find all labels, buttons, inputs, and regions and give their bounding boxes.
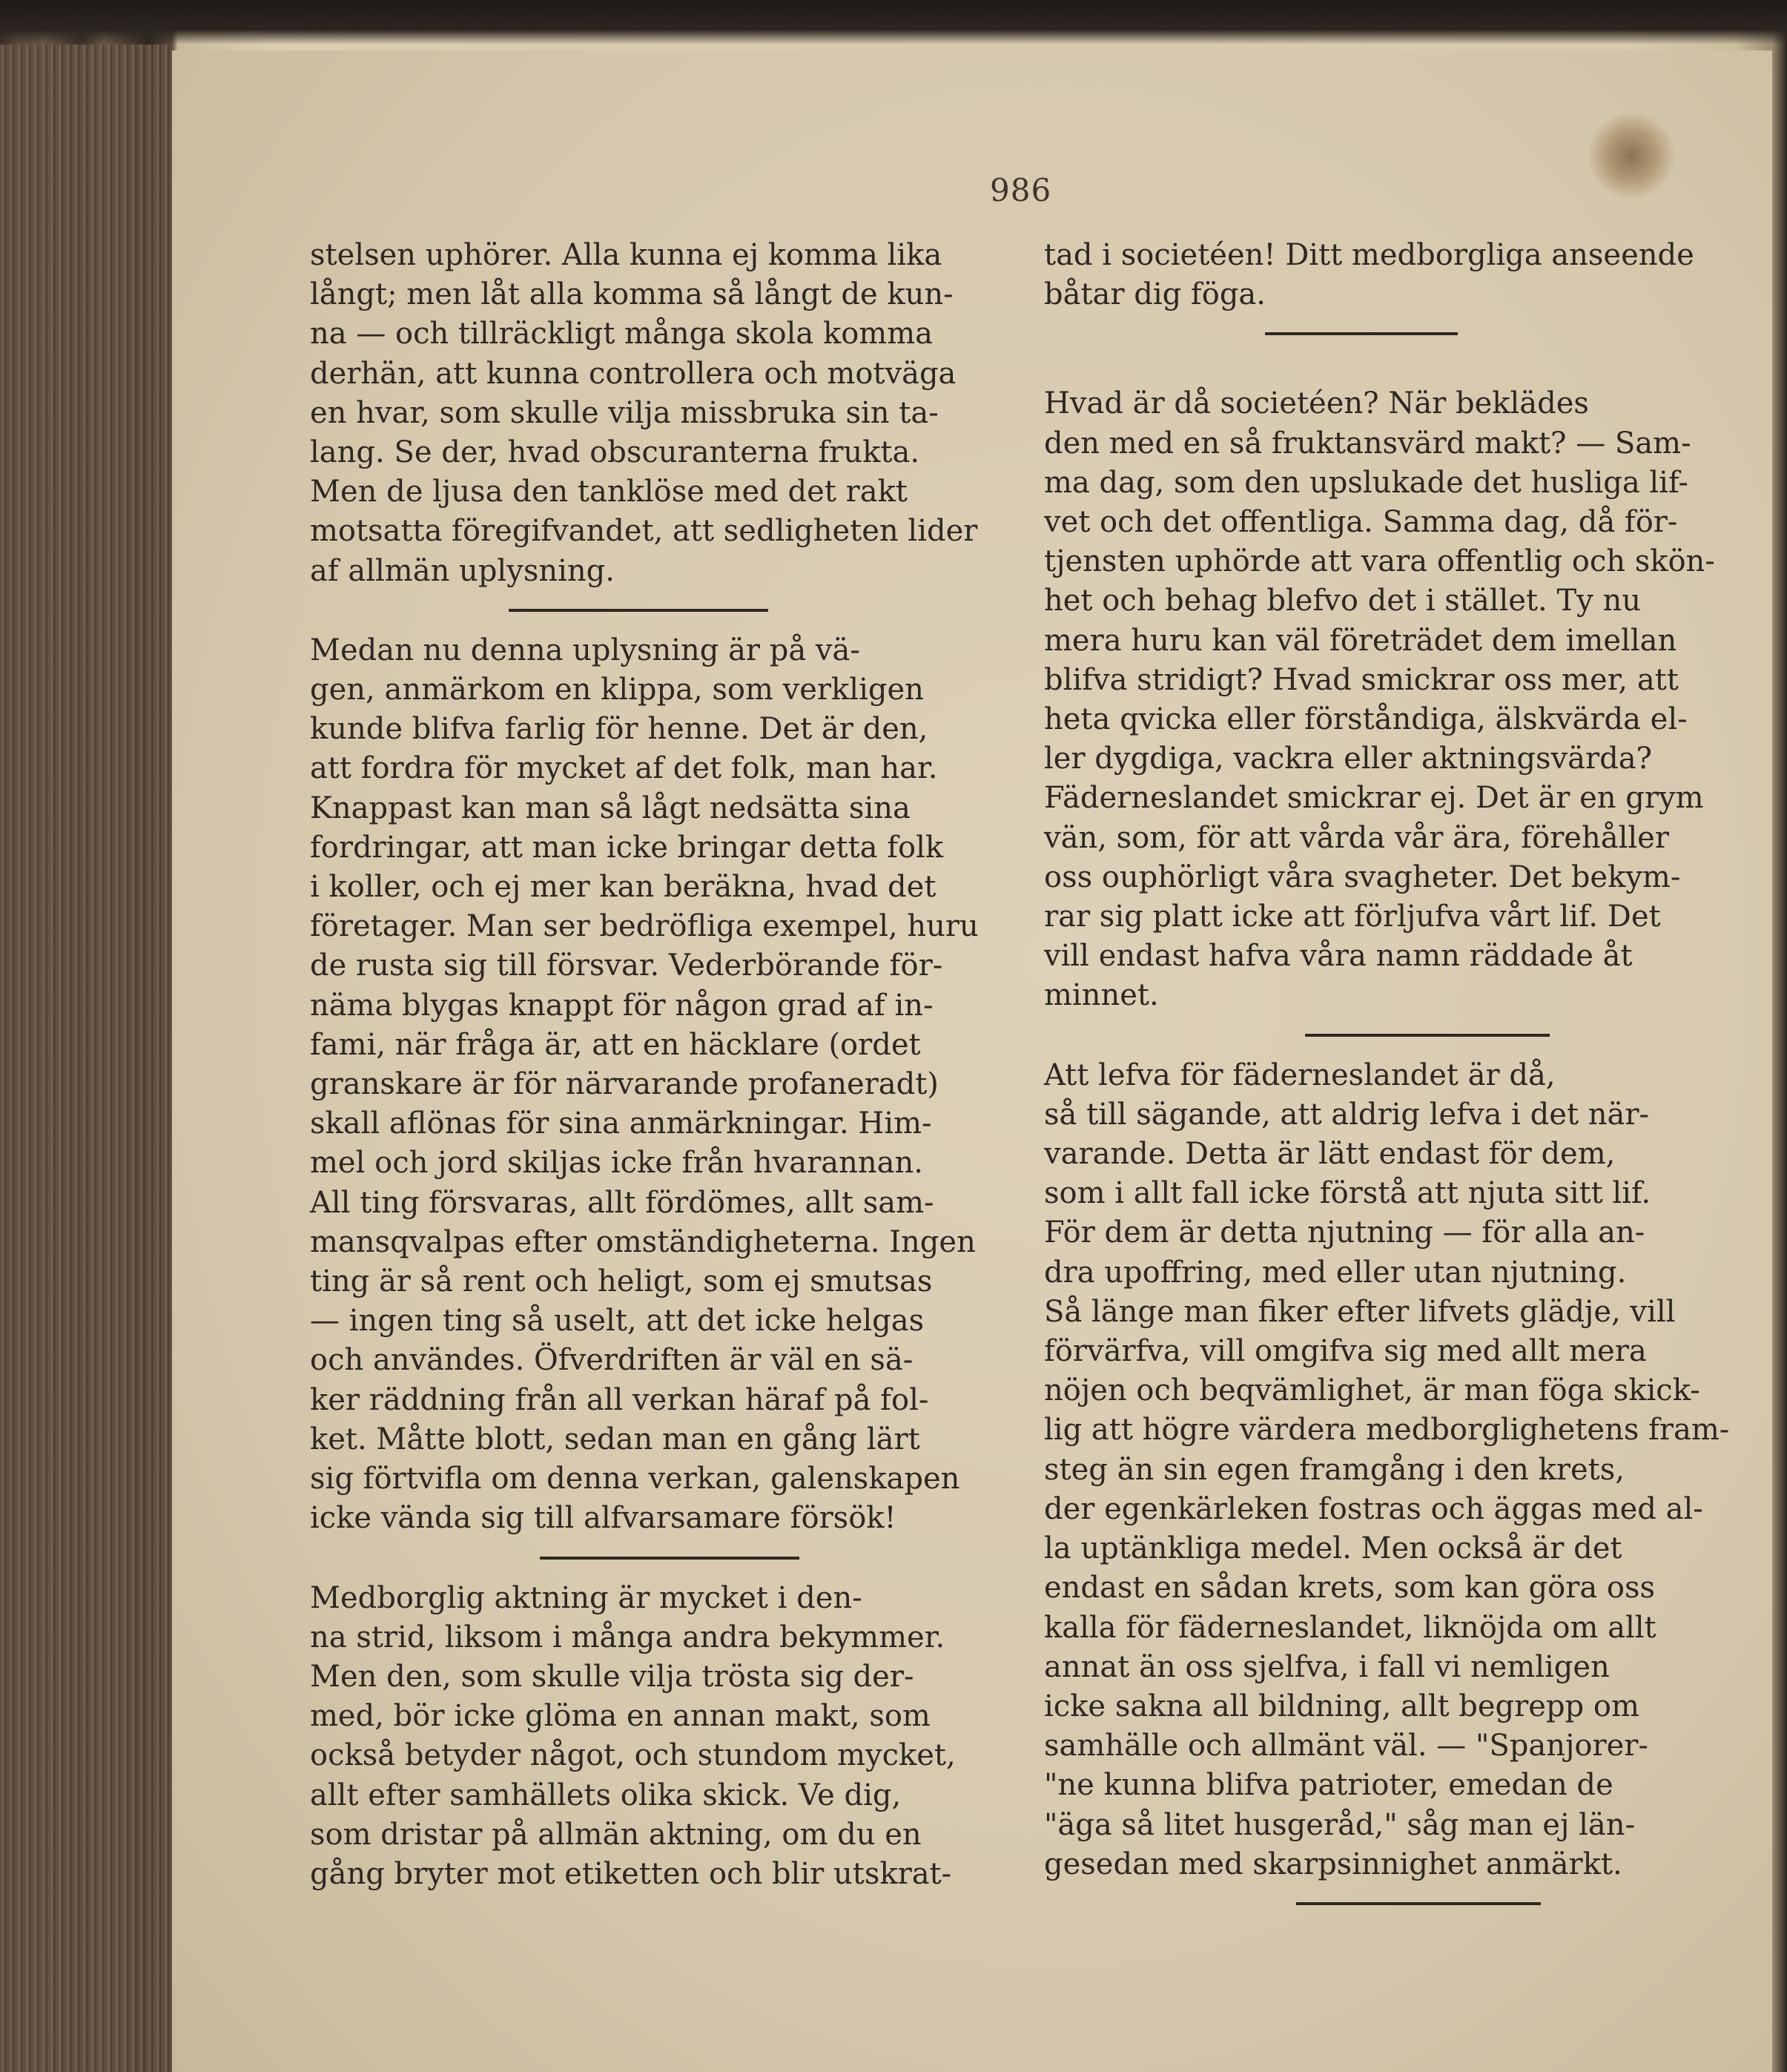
text-line: båtar dig föga.: [1044, 277, 1266, 312]
text-line: varande. Detta är lätt endast för dem,: [1044, 1137, 1616, 1172]
right-paragraph-2: [1044, 384, 1748, 1015]
text-line: Medborglig aktning är mycket i den-: [310, 1580, 862, 1615]
text-line: mera huru kan väl företrädet dem imellan: [1044, 623, 1677, 658]
text-line: också betyder något, och stundom mycket,: [310, 1738, 956, 1773]
text-line: Knappast kan man så lågt nedsätta sina: [310, 791, 911, 825]
left-column: [310, 236, 1014, 1894]
text-line: att fordra för mycket af det folk, man har.: [310, 751, 938, 786]
text-line: annat än oss sjelfva, i fall vi nemligen: [1044, 1649, 1610, 1684]
text-line: mansqvalpas efter omständigheterna. Ingen: [310, 1224, 976, 1259]
text-line: minnet.: [1044, 978, 1159, 1013]
text-line: Men de ljusa den tanklöse med det rakt: [310, 475, 908, 509]
text-line: fami, när fråga är, att en häcklare (ordet: [310, 1027, 921, 1062]
text-line: tjensten uphörde att vara offentlig och skön-: [1044, 544, 1715, 579]
text-line: som dristar på allmän aktning, om du en: [310, 1817, 922, 1852]
text-line: af allmän uplysning.: [310, 553, 615, 588]
text-line: samhälle och allmänt väl. — "Spanjorer-: [1044, 1729, 1648, 1763]
text-line: Medan nu denna uplysning är på vä-: [310, 633, 860, 667]
text-line: den med en så fruktansvärd makt? — Sam-: [1044, 426, 1691, 461]
text-line: vill endast hafva våra namn räddade åt: [1044, 939, 1633, 974]
text-line: stelsen uphörer. Alla kunna ej komma lika: [310, 238, 942, 272]
text-line: ting är så rent och heligt, som ej smutsas: [310, 1264, 933, 1299]
text-line: lang. Se der, hvad obscuranterna frukta.: [310, 435, 920, 470]
text-line: som i allt fall icke förstå att njuta sitt lif.: [1044, 1176, 1651, 1211]
text-line: rar sig platt icke att förljufva vårt lif. Det: [1044, 900, 1661, 934]
text-line: icke sakna all bildning, allt begrepp om: [1044, 1689, 1639, 1723]
left-paragraph-1: [310, 236, 1014, 591]
section-divider: [1305, 1034, 1550, 1037]
text-line: kalla för fäderneslandet, liknöjda om allt: [1044, 1610, 1656, 1645]
text-line: "ne kunna blifva patrioter, emedan de: [1044, 1768, 1613, 1803]
text-line: så till sägande, att aldrig lefva i det när-: [1044, 1097, 1649, 1132]
text-line: nämа blygas knappt för någon grad af in-: [310, 988, 934, 1023]
text-line: förvärfva, vill omgifva sig med allt mera: [1044, 1334, 1647, 1369]
text-line: ket. Måtte blott, sedan man en gång lärt: [310, 1422, 920, 1456]
text-line: allt efter samhällets olika skick. Ve dig,: [310, 1778, 902, 1812]
section-divider: [509, 609, 768, 612]
right-column: [1044, 236, 1748, 1924]
text-line: ma dag, som den upslukade det husliga lif-: [1044, 465, 1688, 500]
section-divider: [540, 1557, 799, 1560]
left-paragraph-2: [310, 631, 1014, 1539]
text-line: ler dygdiga, vackra eller aktningsvärda?: [1044, 742, 1652, 776]
text-line: med, bör icke glöma en annan makt, som: [310, 1699, 931, 1734]
text-line: lig att högre värdera medborglighetens fram-: [1044, 1413, 1730, 1448]
text-line: granskare är för närvarande profaneradt): [310, 1067, 939, 1102]
right-paragraph-1: [1044, 236, 1748, 314]
text-line: steg än sin egen framgång i den krets,: [1044, 1452, 1625, 1487]
text-line: skall aflönas för sina anmärkningar. Him-: [310, 1106, 932, 1141]
book-page-edges: [0, 44, 172, 2072]
text-line: Hvad är då societéen? När beklädes: [1044, 386, 1589, 421]
text-line: mel och jord skiljas icke från hvarannan.: [310, 1146, 923, 1181]
text-line: i koller, och ej mer kan beräkna, hvad det: [310, 870, 937, 905]
text-line: fordringar, att man icke bringar detta folk: [310, 830, 944, 865]
text-line: der egenkärleken fostras och äggas med al-: [1044, 1491, 1703, 1526]
section-divider: [1265, 332, 1458, 335]
text-line: motsatta föregifvandet, att sedligheten lider: [310, 514, 978, 549]
text-line: gen, anmärkom en klippa, som verkligen: [310, 673, 924, 707]
text-line: För dem är detta njutning — för alla an-: [1044, 1215, 1645, 1250]
text-line: Fäderneslandet smickrar ej. Det är en grym: [1044, 781, 1704, 816]
text-line: Att lefva för fäderneslandet är då,: [1044, 1058, 1556, 1092]
ink-stain: [1587, 111, 1676, 200]
text-line: "äga så litet husgeråd," såg man ej län-: [1044, 1807, 1636, 1842]
text-line: långt; men låt alla komma så långt de kun-: [310, 277, 954, 312]
text-line: gång bryter mot etiketten och blir utskrat-: [310, 1856, 952, 1891]
text-line: oss ouphörligt våra svagheter. Det bekym-: [1044, 860, 1681, 894]
text-line: la uptänkliga medel. Men också är det: [1044, 1531, 1622, 1566]
text-line: blifva stridigt? Hvad smickrar oss mer, att: [1044, 662, 1679, 697]
book-top-shadow: [0, 0, 1787, 44]
text-line: kunde blifva farlig för henne. Det är den,: [310, 712, 928, 747]
text-line: gesedan med skarpsinnighet anmärkt.: [1044, 1847, 1622, 1881]
text-line: Så länge man fiker efter lifvets glädje, vill: [1044, 1294, 1676, 1329]
text-line: het och behag blefvo det i stället. Ty nu: [1044, 584, 1641, 618]
text-line: All ting försvaras, allt fördömes, allt sam-: [310, 1185, 934, 1220]
text-line: vän, som, för att vårda vår ära, förehåller: [1044, 820, 1669, 855]
text-line: sig förtvifla om denna verkan, galenskapen: [310, 1462, 960, 1497]
text-line: icke vända sig till alfvarsamare försök!: [310, 1501, 896, 1536]
text-line: heta qvicka eller förståndiga, älskvärda el-: [1044, 702, 1688, 737]
text-line: ker räddning från all verkan häraf på fol-: [310, 1382, 929, 1417]
text-line: tad i societéen! Ditt medborgliga anseende: [1044, 238, 1694, 272]
text-line: Men den, som skulle vilja trösta sig der-: [310, 1659, 914, 1694]
text-line: dra upoffring, med eller utan njutning.: [1044, 1255, 1627, 1290]
text-line: och användes. Öfverdriften är väl en sä-: [310, 1343, 914, 1378]
text-line: endast en sådan krets, som kan göra oss: [1044, 1571, 1656, 1606]
page-number: 986: [990, 172, 1052, 208]
text-line: na strid, liksom i många andra bekymmer.: [310, 1620, 945, 1654]
section-divider: [1296, 1902, 1541, 1905]
text-line: — ingen ting så uselt, att det icke helgas: [310, 1304, 925, 1339]
text-line: vet och det offentliga. Samma dag, då för-: [1044, 505, 1678, 540]
text-line: nöjen och beqvämlighet, är man föga skick-: [1044, 1373, 1700, 1408]
text-line: företager. Man ser bedröfliga exempel, huru: [310, 909, 979, 944]
right-paragraph-3: [1044, 1056, 1748, 1884]
text-line: de rusta sig till försvar. Vederbörande för-: [310, 948, 943, 983]
left-paragraph-3: [310, 1579, 1014, 1895]
text-line: na — och tillräckligt många skola komma: [310, 317, 933, 352]
text-line: en hvar, som skulle vilja missbruka sin ta-: [310, 395, 939, 430]
spacer: [1044, 354, 1748, 384]
text-line: derhän, att kunna controllera och motväga: [310, 356, 957, 391]
